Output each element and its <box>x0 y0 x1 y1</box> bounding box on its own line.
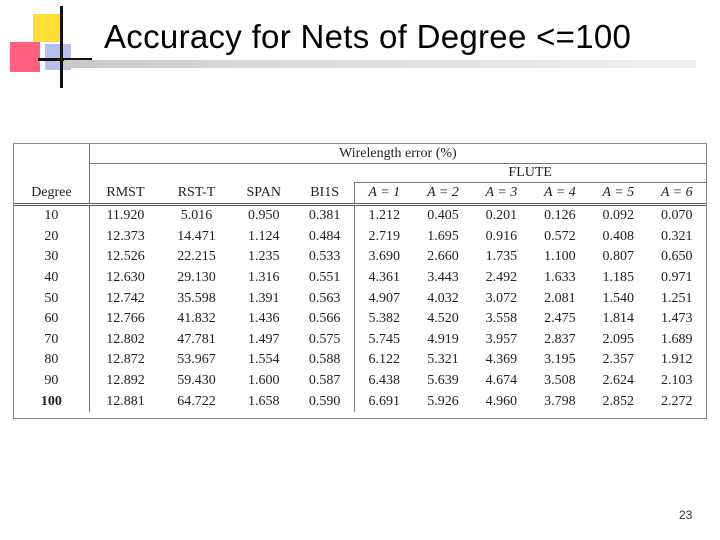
slide-title: Accuracy for Nets of Degree <=100 <box>104 18 632 55</box>
column-header: RMST <box>89 183 161 205</box>
degree-cell: 70 <box>14 330 89 351</box>
results-table <box>13 143 707 419</box>
value-cell: 0.950 <box>247 208 280 224</box>
value-cell: 0.533 <box>295 247 354 268</box>
value-cell: 2.357 <box>602 352 635 368</box>
value-cell: 2.081 <box>544 290 576 306</box>
degree-cell: 60 <box>14 309 89 330</box>
column-header: BI1S <box>295 183 354 205</box>
value-cell: 1.473 <box>660 311 693 327</box>
value-cell: 1.600 <box>247 373 280 389</box>
value-cell: 0.551 <box>295 268 354 289</box>
logo-yellow-square <box>33 14 61 42</box>
column-header: A = 5 <box>589 183 647 205</box>
value-cell: 2.852 <box>602 393 635 409</box>
column-header: A = 2 <box>414 183 472 205</box>
value-cell: 12.892 <box>106 373 145 389</box>
value-cell: 2.475 <box>544 311 576 327</box>
table-row <box>14 330 706 351</box>
table-row <box>14 247 706 268</box>
degree-header-spacer <box>14 144 89 164</box>
value-cell: 1.912 <box>660 352 693 368</box>
value-cell: 3.195 <box>544 352 576 368</box>
value-cell: 59.430 <box>177 373 216 389</box>
degree-cell: 10 <box>14 205 89 227</box>
value-cell: 1.554 <box>247 352 280 368</box>
value-cell: 1.540 <box>602 290 635 306</box>
value-cell: 1.212 <box>368 208 401 224</box>
value-cell: 0.588 <box>295 350 354 371</box>
value-cell: 1.100 <box>544 249 576 265</box>
value-cell: 1.689 <box>660 331 693 347</box>
degree-cell: 30 <box>14 247 89 268</box>
value-cell: 6.122 <box>368 352 401 368</box>
value-cell: 1.185 <box>602 270 635 286</box>
value-cell: 4.907 <box>368 290 401 306</box>
slide-logo <box>0 0 110 95</box>
column-header: A = 3 <box>472 183 530 205</box>
value-cell: 12.630 <box>106 270 145 286</box>
value-cell: 0.092 <box>602 208 635 224</box>
value-cell: 1.391 <box>247 290 280 306</box>
value-cell: 12.742 <box>106 290 145 306</box>
value-cell: 1.814 <box>602 311 635 327</box>
value-cell: 6.691 <box>368 393 401 409</box>
value-cell: 0.587 <box>295 371 354 392</box>
flute-header: FLUTE <box>354 164 706 183</box>
value-cell: 0.201 <box>485 208 518 224</box>
value-cell: 3.508 <box>544 373 576 389</box>
value-cell: 4.369 <box>485 352 518 368</box>
value-cell: 3.957 <box>485 331 518 347</box>
value-cell: 29.130 <box>177 270 216 286</box>
value-cell: 14.471 <box>177 228 216 244</box>
value-cell: 2.492 <box>485 270 518 286</box>
degree-cell: 90 <box>14 371 89 392</box>
value-cell: 3.690 <box>368 249 401 265</box>
value-cell: 0.321 <box>660 228 693 244</box>
degree-header: Degree <box>14 183 89 205</box>
value-cell: 3.558 <box>485 311 518 327</box>
degree-cell: 100 <box>14 391 89 412</box>
value-cell: 47.781 <box>177 331 216 347</box>
value-cell: 0.563 <box>295 288 354 309</box>
title-underline <box>64 60 696 68</box>
value-cell: 0.566 <box>295 309 354 330</box>
value-cell: 5.321 <box>427 352 459 368</box>
logo-red-square <box>10 42 40 72</box>
column-header: RST-T <box>161 183 232 205</box>
value-cell: 0.484 <box>295 227 354 248</box>
column-header: A = 6 <box>647 183 706 205</box>
value-cell: 6.438 <box>368 373 401 389</box>
wirelength-table <box>14 144 706 412</box>
value-cell: 0.126 <box>544 208 576 224</box>
value-cell: 1.436 <box>247 311 280 327</box>
value-cell: 2.624 <box>602 373 635 389</box>
value-cell: 11.920 <box>106 208 145 224</box>
logo-vertical-bar <box>60 6 63 88</box>
value-cell: 2.719 <box>368 228 401 244</box>
value-cell: 5.016 <box>180 208 213 224</box>
value-cell: 12.802 <box>106 331 145 347</box>
value-cell: 4.960 <box>485 393 518 409</box>
table-row <box>14 350 706 371</box>
value-cell: 0.916 <box>485 228 518 244</box>
value-cell: 0.408 <box>602 228 635 244</box>
degree-header-spacer-2 <box>14 164 89 183</box>
value-cell: 3.798 <box>544 393 576 409</box>
value-cell: 1.633 <box>544 270 576 286</box>
value-cell: 2.103 <box>660 373 693 389</box>
table-row <box>14 371 706 392</box>
value-cell: 1.235 <box>247 249 280 265</box>
value-cell: 0.405 <box>427 208 459 224</box>
page-number: 23 <box>679 508 693 522</box>
value-cell: 3.443 <box>427 270 459 286</box>
value-cell: 2.837 <box>544 331 576 347</box>
value-cell: 53.967 <box>177 352 216 368</box>
degree-cell: 80 <box>14 350 89 371</box>
value-cell: 1.124 <box>247 228 280 244</box>
value-cell: 12.766 <box>106 311 145 327</box>
value-cell: 0.650 <box>660 249 693 265</box>
value-cell: 35.598 <box>177 290 216 306</box>
table-row <box>14 309 706 330</box>
degree-cell: 40 <box>14 268 89 289</box>
value-cell: 22.215 <box>177 249 216 265</box>
table-row <box>14 288 706 309</box>
value-cell: 4.919 <box>427 331 459 347</box>
value-cell: 4.032 <box>427 290 459 306</box>
value-cell: 1.658 <box>247 393 280 409</box>
value-cell: 0.590 <box>295 391 354 412</box>
value-cell: 41.832 <box>177 311 216 327</box>
table-row <box>14 205 706 227</box>
value-cell: 5.639 <box>427 373 459 389</box>
value-cell: 12.526 <box>106 249 145 265</box>
value-cell: 1.735 <box>485 249 518 265</box>
value-cell: 4.674 <box>485 373 518 389</box>
baseline-spacer <box>89 164 354 183</box>
column-header: A = 4 <box>531 183 589 205</box>
column-header: A = 1 <box>354 183 413 205</box>
table-row <box>14 391 706 412</box>
value-cell: 1.316 <box>247 270 280 286</box>
table-body <box>14 205 706 412</box>
table-row <box>14 268 706 289</box>
value-cell: 5.926 <box>427 393 459 409</box>
value-cell: 3.072 <box>485 290 518 306</box>
value-cell: 0.070 <box>660 208 693 224</box>
value-cell: 0.572 <box>544 228 576 244</box>
value-cell: 2.095 <box>602 331 635 347</box>
wirelength-error-header: Wirelength error (%) <box>89 144 706 164</box>
column-header: SPAN <box>232 183 296 205</box>
value-cell: 2.660 <box>427 249 459 265</box>
value-cell: 0.575 <box>295 330 354 351</box>
value-cell: 2.272 <box>660 393 693 409</box>
value-cell: 5.382 <box>368 311 401 327</box>
value-cell: 4.361 <box>368 270 401 286</box>
value-cell: 1.695 <box>427 228 459 244</box>
degree-cell: 50 <box>14 288 89 309</box>
value-cell: 0.807 <box>602 249 635 265</box>
table-row <box>14 227 706 248</box>
value-cell: 1.497 <box>247 331 280 347</box>
value-cell: 12.373 <box>106 228 145 244</box>
value-cell: 12.872 <box>106 352 145 368</box>
value-cell: 1.251 <box>660 290 693 306</box>
value-cell: 0.381 <box>295 205 354 227</box>
value-cell: 64.722 <box>177 393 216 409</box>
value-cell: 12.881 <box>106 393 145 409</box>
value-cell: 5.745 <box>368 331 401 347</box>
value-cell: 0.971 <box>660 270 693 286</box>
value-cell: 4.520 <box>427 311 459 327</box>
degree-cell: 20 <box>14 227 89 248</box>
